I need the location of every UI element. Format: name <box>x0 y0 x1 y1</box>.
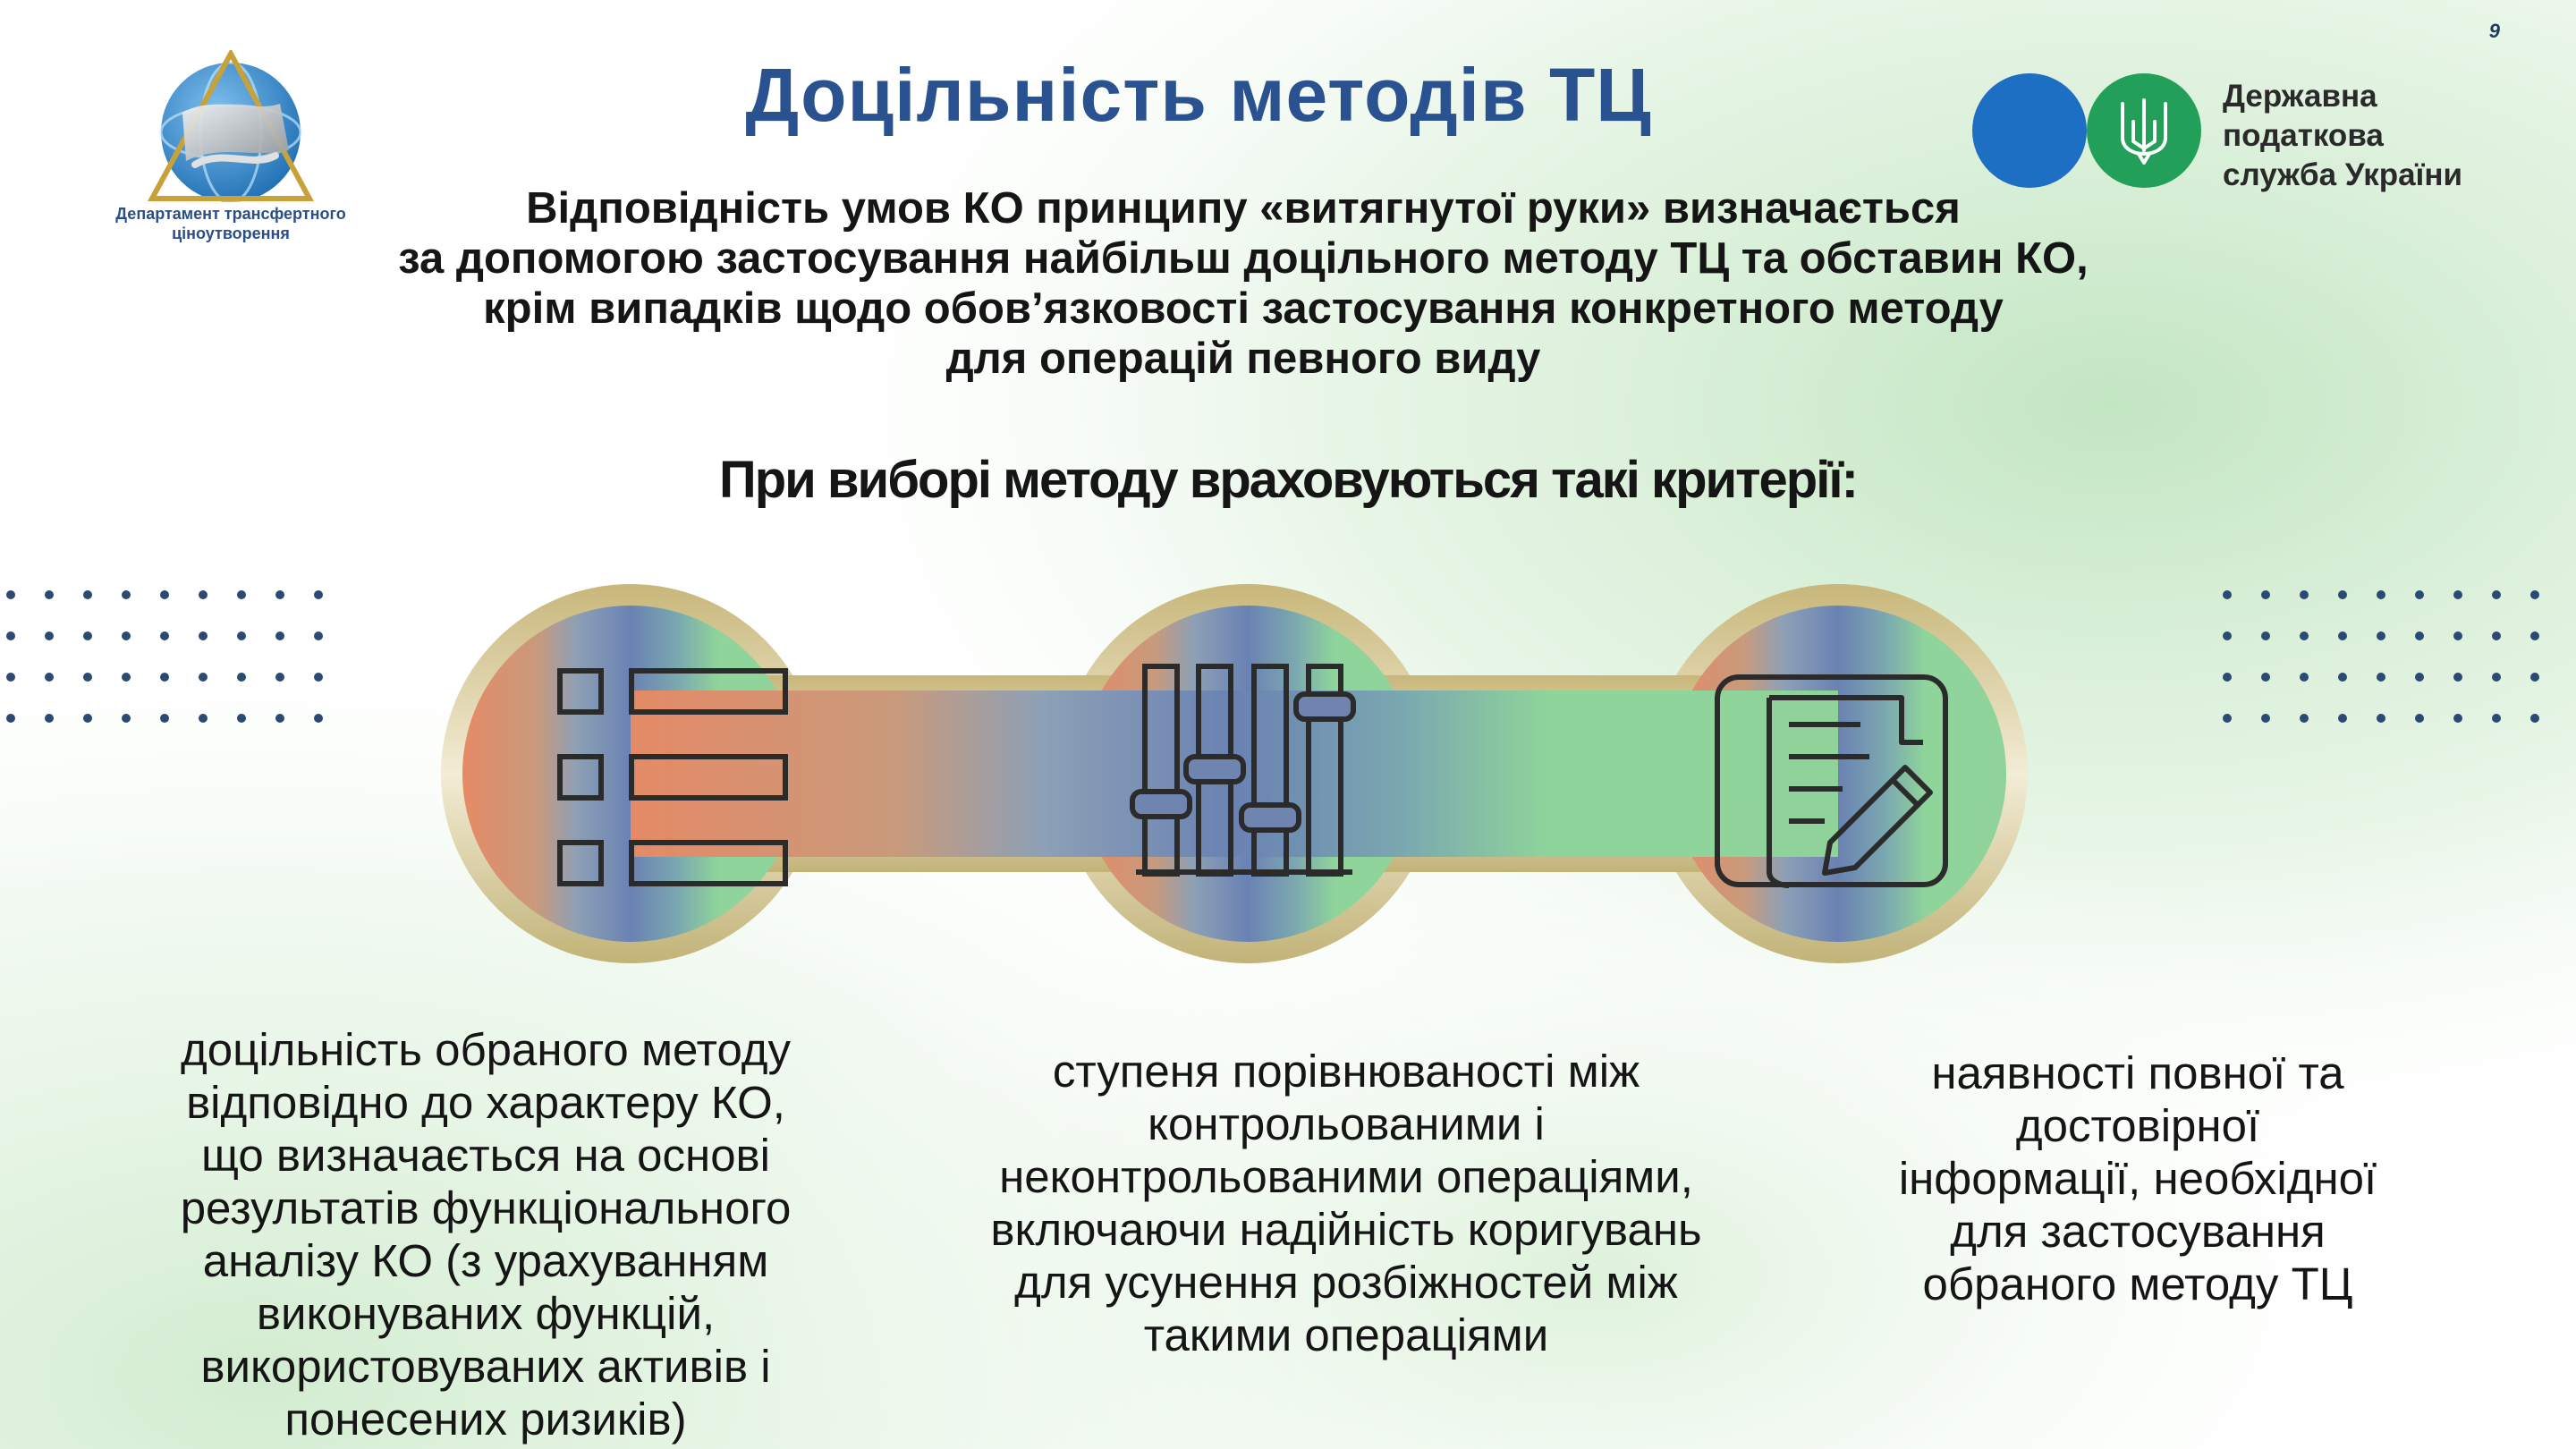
intro-line1: Відповідність умов КО принципу «витягнутої руки» визначається <box>526 184 1961 233</box>
department-caption-line2: ціноутворення <box>172 225 290 242</box>
criterion-line: що визначається на основі <box>201 1130 770 1181</box>
intro-line3: крім випадків щодо обов’язковості застосування конкретного методу <box>483 284 2004 333</box>
criterion-line: понесених ризиків) <box>284 1394 687 1445</box>
criterion-line: достовірної <box>2015 1100 2260 1151</box>
criterion-line: ступеня порівнюваності між <box>1052 1046 1640 1097</box>
criterion-line: контрольованими і <box>1148 1098 1545 1149</box>
criterion-line: виконуваних функцій, <box>256 1288 716 1339</box>
criterion-line: використовуваних активів і <box>200 1341 771 1392</box>
criterion-line: неконтрольованими операціями, <box>999 1151 1693 1202</box>
criterion-line: результатів функціонального <box>180 1182 792 1233</box>
criterion-2-text <box>921 1045 1771 1361</box>
criterion-line: обраного методу ТЦ <box>1922 1258 2353 1309</box>
page-number: 9 <box>2488 20 2500 42</box>
criterion-line: для застосування <box>1950 1206 2326 1257</box>
criterion-1-text <box>106 1023 866 1445</box>
page-title: Доцільність методів ТЦ <box>745 53 1652 137</box>
department-caption-line1: Департамент трансфертного <box>115 205 346 223</box>
intro-line4: для операцій певного виду <box>945 335 1541 383</box>
intro-line2: за допомогою застосування найбільш доцільного методу ТЦ та обставин КО, <box>398 234 2089 283</box>
criterion-line: інформації, необхідної <box>1898 1153 2377 1204</box>
agency-name-line1: Державна <box>2223 79 2377 114</box>
agency-name-line2: податкова <box>2223 118 2384 153</box>
criterion-line: відповідно до характеру КО, <box>186 1077 785 1128</box>
criterion-3-text <box>1816 1046 2460 1310</box>
criterion-line: включаючи надійність коригувань <box>990 1204 1702 1255</box>
criterion-line: наявності повної та <box>1931 1047 2344 1098</box>
criterion-line: для усунення розбіжностей між <box>1014 1257 1678 1308</box>
criterion-line: аналізу КО (з урахуванням <box>202 1235 769 1286</box>
criterion-line: доцільність обраного методу <box>181 1024 791 1075</box>
criterion-line: такими операціями <box>1143 1309 1549 1360</box>
criteria-heading: При виборі методу враховуються такі критерії: <box>719 451 1857 509</box>
agency-name-line3: служба України <box>2223 157 2463 192</box>
